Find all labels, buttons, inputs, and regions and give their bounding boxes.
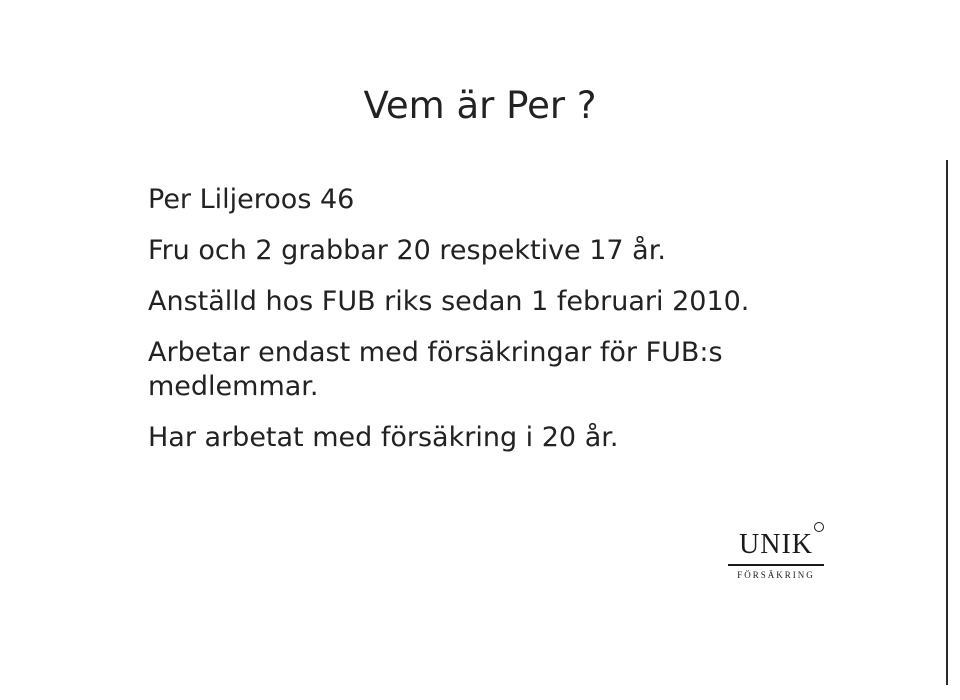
logo-subtitle: FÖRSÄKRING — [737, 570, 815, 580]
unik-logo — [726, 528, 826, 580]
info-line-work-scope: Arbetar endast med försäkringar för FUB:s medlemmar. — [148, 337, 723, 402]
logo-underline — [728, 564, 824, 566]
info-line-name: Per Liljeroos 46 — [148, 184, 355, 215]
logo-wordmark — [726, 528, 826, 562]
logo-word-text: UNIK — [739, 529, 813, 560]
registered-mark-icon — [814, 522, 824, 532]
info-list — [148, 183, 848, 472]
page-edge-line — [946, 160, 948, 685]
page-title: Vem är Per ? — [363, 84, 597, 127]
info-line-family: Fru och 2 grabbar 20 respektive 17 år. — [148, 235, 666, 266]
info-line-employment: Anställd hos FUB riks sedan 1 februari 2010. — [148, 286, 750, 317]
info-line-experience: Har arbetat med försäkring i 20 år. — [148, 422, 619, 453]
